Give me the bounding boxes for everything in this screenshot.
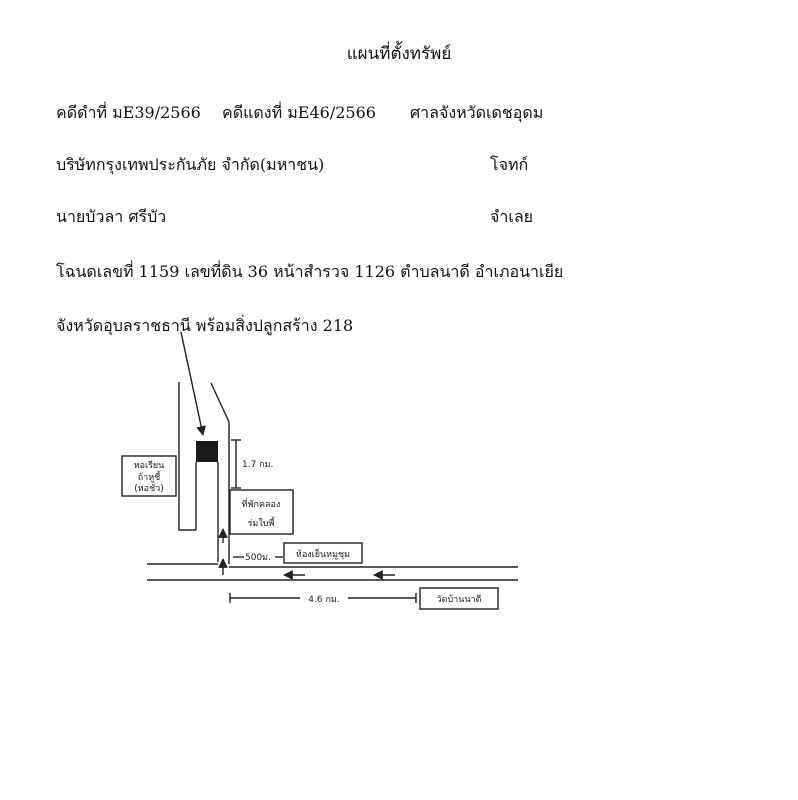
distance-short-label: 500ม. [245, 553, 271, 563]
left-building-label-2: ถ้าหูชี้ [137, 473, 161, 483]
map-title: แผนที่ตั้งทรัพย์ [346, 44, 452, 64]
black-case-number: คดีดำที่ มE39/2566 [56, 103, 201, 122]
pointer-arrow [181, 332, 203, 435]
plaintiff-role: โจทก์ [490, 155, 529, 174]
plaintiff-name: บริษัทกรุงเทพประกันภัย จำกัด(มหาชน) [56, 155, 325, 174]
court-name: ศาลจังหวัดเดชอุดม [410, 103, 544, 122]
deed-details: โฉนดเลขที่ 1159 เลขที่ดิน 36 หน้าสำรวจ 1126 ตำบลนาดี อำเภอนาเยีย [56, 262, 564, 281]
left-building-label-3: (หอชั่ว) [134, 484, 164, 494]
road-left-edge [179, 382, 196, 530]
right-building-label-1: ที่พักคลอง [241, 500, 281, 510]
defendant-name: นายบัวลา ศรีบัว [56, 207, 167, 226]
distance-vertical-label: 1.7 กม. [242, 460, 274, 470]
property-marker [196, 441, 218, 462]
distance-long-label: 4.6 กม. [308, 595, 340, 605]
shop-label: ห้องเย็นหมูชุม [295, 550, 351, 560]
village-label: วัดบ้านนาดี [436, 595, 482, 605]
left-building-label-1: หอเรียน [133, 461, 165, 471]
red-case-number: คดีแดงที่ มE46/2566 [222, 103, 376, 122]
right-building-label-2: ร่มใบพี้ [247, 519, 275, 529]
road-right-curve [211, 383, 229, 422]
province-and-building: จังหวัดอุบลราชธานี พร้อมสิ่งปลูกสร้าง 218 [56, 316, 354, 335]
defendant-role: จำเลย [490, 207, 534, 226]
